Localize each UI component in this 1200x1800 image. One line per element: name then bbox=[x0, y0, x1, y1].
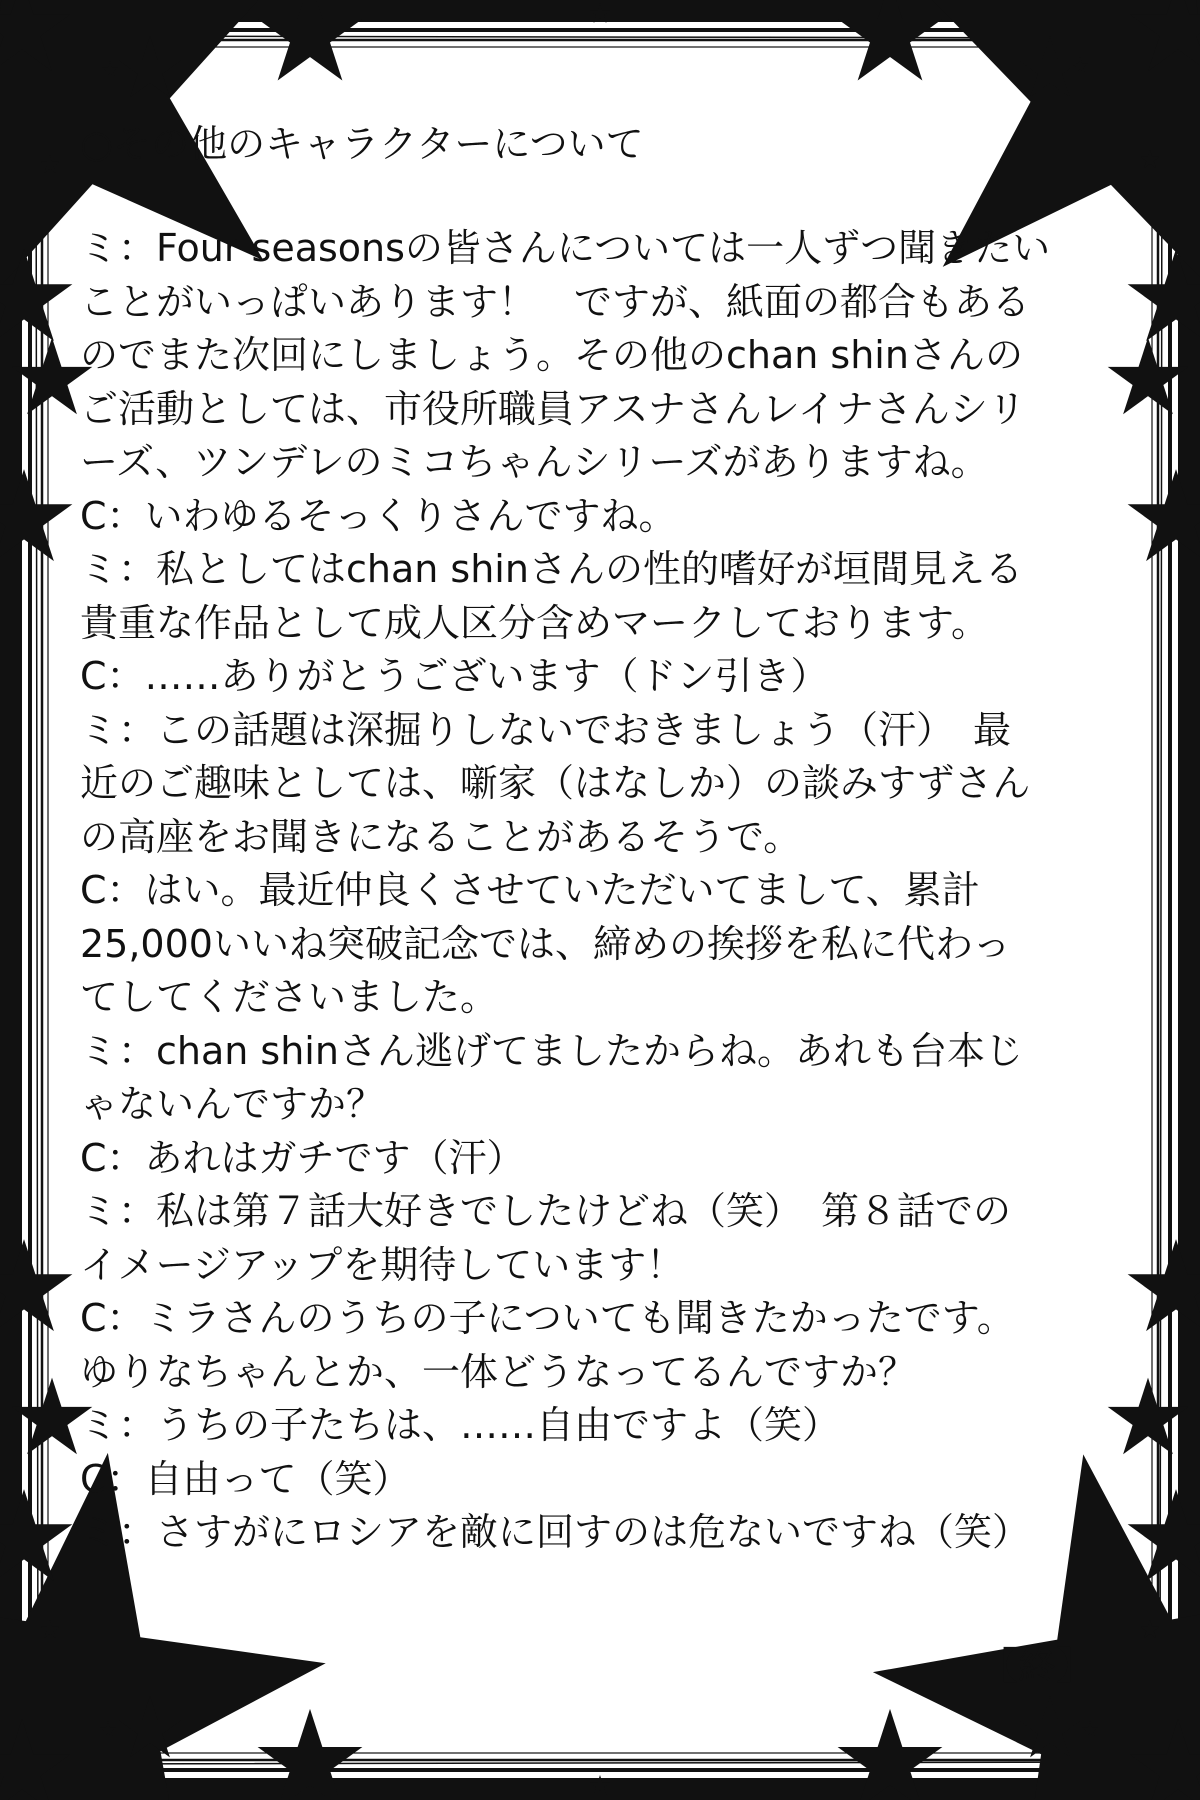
dialogue-line: ミ：Four seasonsの皆さんについては一人ずつ聞きたい bbox=[80, 226, 1051, 270]
dialogue-line: イメージアップを期待しています！ bbox=[80, 1242, 685, 1287]
dialogue-line: ミ：私としてはchan shinさんの性的嗜好が垣間見える bbox=[80, 547, 1023, 591]
dialogue-line: ミ：chan shinさん逃げてましたからね。あれも台本じ bbox=[80, 1028, 1023, 1073]
star-icon bbox=[26, 1659, 120, 1749]
dialogue-line: 貴重な作品として成人区分含めマークしております。 bbox=[80, 600, 989, 645]
end-mark: 【終】 bbox=[979, 1644, 1094, 1688]
dialogue-line: C：いわゆるそっくりさんですね。 bbox=[80, 493, 677, 538]
dialogue-line: C：ミラさんのうちの子についても聞きたかったです。 bbox=[80, 1296, 1015, 1340]
dialogue-line: ことがいっぱいあります！ ですが、紙面の都合もある bbox=[80, 279, 1031, 324]
dialogue-line: の高座をお聞きになることがあるそうで。 bbox=[80, 814, 802, 859]
dialogue-line: ゃないんですか？ bbox=[80, 1082, 385, 1126]
dialogue-list bbox=[80, 222, 1140, 1560]
dialogue-line: ゆりなちゃんとか、一体どうなってるんですか？ bbox=[80, 1349, 917, 1394]
dialogue-line: のでまた次回にしましょう。その他のchan shinさんの bbox=[80, 333, 1023, 377]
dialogue-line: ミ：さすがにロシアを敵に回すのは危ないですね（笑） bbox=[80, 1510, 1031, 1554]
dialogue-line: C：あれはガチです（汗） bbox=[80, 1135, 525, 1180]
dialogue-line: てしてくださいました。 bbox=[80, 975, 499, 1019]
interview-body bbox=[80, 118, 1140, 1560]
dialogue-line: ミ：この話題は深掘りしないでおきましょう（汗） 最 bbox=[80, 707, 1012, 752]
dialogue-line: C：……ありがとうございます（ドン引き） bbox=[80, 654, 829, 698]
dialogue-line: ーズ、ツンデレのミコちゃんシリーズがありますね。 bbox=[80, 440, 989, 484]
dialogue-line: 近のご趣味としては、噺家（はなしか）の談みすずさん bbox=[80, 761, 1031, 805]
dialogue-line: C：はい。最近仲良くさせていただいてまして、累計 bbox=[80, 868, 980, 912]
dialogue-line: ご活動としては、市役所職員アスナさんレイナさんシリ bbox=[80, 386, 1026, 431]
dialogue-line: ミ：うちの子たちは、……自由ですよ（笑） bbox=[80, 1403, 841, 1447]
dialogue-line: C：自由って（笑） bbox=[80, 1456, 411, 1501]
dialogue-line: 25,000いいね突破記念では、締めの挨拶を私に代わっ bbox=[80, 921, 1011, 966]
dialogue-line: ミ：私は第７話大好きでしたけどね（笑） 第８話での bbox=[80, 1189, 1012, 1233]
section-heading: ○その他のキャラクターについて bbox=[80, 122, 644, 166]
